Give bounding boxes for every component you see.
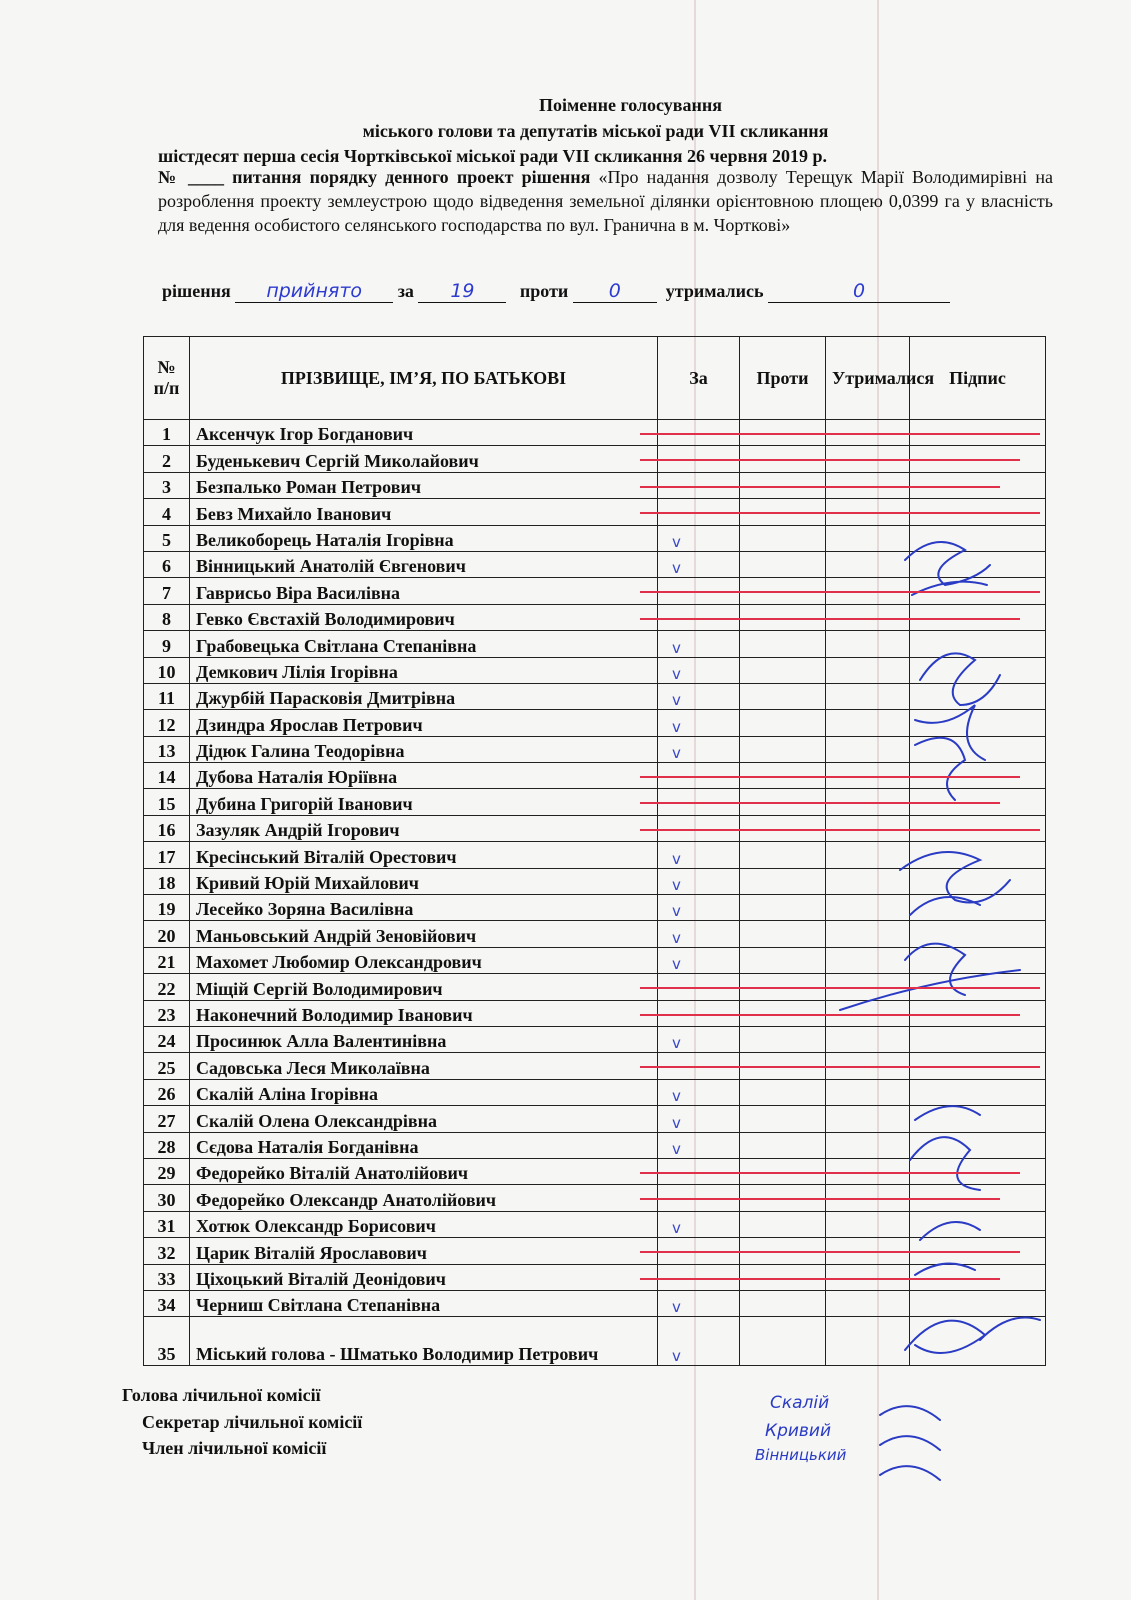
vote-against-cell [740,710,826,736]
signature-cell [910,1290,1046,1316]
vote-for-mark: v [658,551,740,577]
vote-against-cell [740,1106,826,1132]
signature-cell [910,842,1046,868]
vote-for-mark: v [658,1106,740,1132]
row-num: 19 [144,895,190,921]
vote-against-cell [740,1079,826,1105]
row-name: Федорейко Віталій Анатолійович [190,1158,658,1184]
row-num: 17 [144,842,190,868]
row-name: Махомет Любомир Олександрович [190,947,658,973]
signature-cell [910,1264,1046,1290]
abstained-label: утримались [665,281,764,301]
strike-line [640,1172,1020,1174]
header-name: ПРІЗВИЩЕ, ІМ’Я, ПО БАТЬКОВІ [190,337,658,420]
signature-cell [910,1106,1046,1132]
row-name: Скалій Аліна Ігорівна [190,1079,658,1105]
agenda-item-topic: «Про надання дозволу Терещук Марії Володимирівні на розроблення проекту землеустрою щодо відведення земельної ділянки орієнтовною площею 0,0399 га у власність для ведення особистого селянського господарства по вул. Гранична в м. Чорткові» [158,167,1053,235]
vote-for-mark: v [658,736,740,762]
row-name: Вінницький Анатолій Євгенович [190,551,658,577]
vote-for-mark: v [658,657,740,683]
vote-abstained-cell [826,551,910,577]
document-title: Поіменне голосування [538,95,723,115]
vote-abstained-cell [826,1317,910,1366]
signature-cell [910,1211,1046,1237]
table-row [144,868,1046,894]
row-name: Дзиндра Ярослав Петрович [190,710,658,736]
row-name: Демкович Лілія Ігорівна [190,657,658,683]
strike-line [640,776,1020,778]
row-num: 23 [144,1000,190,1026]
vote-against-cell [740,683,826,709]
vote-abstained-cell [826,657,910,683]
row-num: 20 [144,921,190,947]
row-name: Лесейко Зоряна Василівна [190,895,658,921]
row-name: Аксенчук Ігор Богданович [190,420,658,446]
row-num: 10 [144,657,190,683]
signature-cell [910,736,1046,762]
row-num: 6 [144,551,190,577]
vote-abstained-cell [826,683,910,709]
header-num: № п/п [144,337,190,420]
table-row [144,1106,1046,1132]
decision-label: рішення [162,281,231,301]
signature-cell [910,868,1046,894]
table-row [144,1317,1046,1366]
row-name: Кресінський Віталій Орестович [190,842,658,868]
vote-for-mark: v [658,631,740,657]
agenda-item-prefix: № ____ питання порядку денного проект рішення [158,167,599,187]
commission-secretary-name: Кривий [765,1421,832,1441]
row-name: Міщій Сергій Володимирович [190,974,658,1000]
vote-for-mark: v [658,1211,740,1237]
commission-head-label: Голова лічильної комісії [122,1385,321,1405]
strike-line [640,1251,1020,1253]
commission-member-name: Вінницький [755,1446,847,1464]
row-num: 33 [144,1264,190,1290]
row-name: Маньовський Андрій Зеновійович [190,921,658,947]
document-subtitle: міського голови та депутатів міської ради VII скликання [362,121,829,141]
vote-abstained-cell [826,868,910,894]
row-name: Бевз Михайло Іванович [190,499,658,525]
row-num: 11 [144,683,190,709]
vote-abstained-cell [826,1211,910,1237]
row-num: 12 [144,710,190,736]
signature-cell [910,947,1046,973]
vote-against-cell [740,1026,826,1052]
vote-against-cell [740,1132,826,1158]
row-num: 22 [144,974,190,1000]
vote-for-mark: v [658,525,740,551]
strike-line [640,591,1040,593]
vote-abstained-cell [826,921,910,947]
vote-for-mark: v [658,868,740,894]
row-name: Скалій Олена Олександрівна [190,1106,658,1132]
signature-cell [910,895,1046,921]
vote-abstained-cell [826,842,910,868]
row-name: Дубова Наталія Юріївна [190,763,658,789]
vote-abstained-cell [826,710,910,736]
row-num: 9 [144,631,190,657]
row-name: Гаврисьо Віра Василівна [190,578,658,604]
vote-against-cell [740,921,826,947]
vote-for-mark [658,1264,740,1290]
signature-cell [910,551,1046,577]
vote-abstained-cell [826,1026,910,1052]
row-name: Садовська Леся Миколаївна [190,1053,658,1079]
vote-abstained-cell [826,1106,910,1132]
row-num: 7 [144,578,190,604]
signature-cell [910,1026,1046,1052]
row-name: Джурбій Парасковія Дмитрівна [190,683,658,709]
vote-abstained-cell [826,631,910,657]
signature-cell [910,1317,1046,1366]
session-line: шістдесят перша сесія Чортківської міської ради VII скликання 26 червня 2019 р. [158,146,827,166]
signature-cell [910,525,1046,551]
row-num: 26 [144,1079,190,1105]
table-row [144,842,1046,868]
decision-line [162,280,950,303]
vote-against-cell [740,1000,826,1026]
table-row [144,683,1046,709]
signature-cell [910,710,1046,736]
against-label: проти [519,281,569,301]
decision-result: прийнято [235,280,393,303]
agenda-item [158,165,1053,237]
table-row [144,657,1046,683]
table-row [144,1026,1046,1052]
vote-abstained-cell [826,895,910,921]
vote-for-mark: v [658,842,740,868]
vote-against-cell [740,895,826,921]
table-row [144,551,1046,577]
vote-against-cell [740,631,826,657]
row-name: Царик Віталій Ярославович [190,1238,658,1264]
table-row [144,710,1046,736]
row-num: 24 [144,1026,190,1052]
row-num: 5 [144,525,190,551]
signature-cell [910,631,1046,657]
vote-for-mark: v [658,921,740,947]
strike-line [640,512,1040,514]
row-name: Хотюк Олександр Борисович [190,1211,658,1237]
vote-against-cell [740,842,826,868]
vote-against-cell [740,868,826,894]
row-name: Ціхоцький Віталій Деонідович [190,1264,658,1290]
signature-scribble [880,1406,940,1480]
row-name: Безпалько Роман Петрович [190,472,658,498]
row-num: 27 [144,1106,190,1132]
strike-line [640,433,1040,435]
row-name: Зазуляк Андрій Ігорович [190,815,658,841]
vote-abstained-cell [826,947,910,973]
row-name: Сєдова Наталія Богданівна [190,1132,658,1158]
vote-table [143,336,1046,1366]
row-num: 34 [144,1290,190,1316]
vote-for-mark: v [658,1317,740,1366]
header-abstained: Утрималися [826,337,910,420]
signature-cell [910,1079,1046,1105]
row-num: 16 [144,815,190,841]
header-for: За [658,337,740,420]
row-name: Дубина Григорій Іванович [190,789,658,815]
for-label: за [397,281,414,301]
table-row [144,631,1046,657]
vote-against-cell [740,1211,826,1237]
row-num: 30 [144,1185,190,1211]
abstained-count: 0 [768,280,950,303]
vote-abstained-cell [826,736,910,762]
row-name: Просинюк Алла Валентинівна [190,1026,658,1052]
row-name: Дідюк Галина Теодорівна [190,736,658,762]
signature-cell [910,921,1046,947]
signature-cell [910,1132,1046,1158]
row-name: Черниш Світлана Степанівна [190,1290,658,1316]
row-num: 3 [144,472,190,498]
strike-line [640,486,1000,488]
table-row [144,1132,1046,1158]
vote-against-cell [740,1290,826,1316]
signature-cell [910,1000,1046,1026]
row-num: 32 [144,1238,190,1264]
vote-against-cell [740,525,826,551]
vote-against-cell [740,1264,826,1290]
row-name: Міський голова - Шматько Володимир Петрович [190,1317,658,1366]
row-num: 35 [144,1317,190,1366]
vote-abstained-cell [826,1290,910,1316]
vote-for-mark: v [658,895,740,921]
row-name: Буденькевич Сергій Миколайович [190,446,658,472]
vote-for-mark: v [658,1132,740,1158]
table-row [144,1211,1046,1237]
row-num: 28 [144,1132,190,1158]
row-num: 14 [144,763,190,789]
header-signature: Підпис [910,337,1046,420]
vote-table-body [144,420,1046,1366]
strike-line [640,1014,1020,1016]
table-row [144,1264,1046,1290]
signature-cell [910,683,1046,709]
row-name: Наконечний Володимир Іванович [190,1000,658,1026]
row-name: Великоборець Наталія Ігорівна [190,525,658,551]
row-name: Федорейко Олександр Анатолійович [190,1185,658,1211]
strike-line [640,459,1020,461]
vote-abstained-cell [826,1264,910,1290]
table-row [144,921,1046,947]
row-num: 18 [144,868,190,894]
commission-secretary-label: Секретар лічильної комісії [142,1412,363,1432]
table-row [144,947,1046,973]
row-num: 2 [144,446,190,472]
vote-for-mark: v [658,947,740,973]
strike-line [640,802,1000,804]
row-num: 4 [144,499,190,525]
for-count: 19 [418,280,506,303]
vote-abstained-cell [826,1079,910,1105]
strike-line [640,1198,1000,1200]
vote-for-mark: v [658,1290,740,1316]
signature-cell [910,657,1046,683]
vote-for-mark: v [658,1026,740,1052]
row-name: Гевко Євстахій Володимирович [190,604,658,630]
table-row [144,1000,1046,1026]
strike-line [640,1278,1000,1280]
strike-line [640,1066,1040,1068]
table-row [144,525,1046,551]
row-num: 25 [144,1053,190,1079]
row-num: 1 [144,420,190,446]
vote-against-cell [740,657,826,683]
row-num: 13 [144,736,190,762]
table-header-row [144,337,1046,420]
table-row [144,1290,1046,1316]
strike-line [640,829,1040,831]
vote-abstained-cell [826,1000,910,1026]
row-num: 21 [144,947,190,973]
table-row [144,1079,1046,1105]
strike-line [640,987,1040,989]
vote-for-mark: v [658,683,740,709]
vote-against-cell [740,551,826,577]
row-num: 29 [144,1158,190,1184]
vote-for-mark [658,1000,740,1026]
vote-abstained-cell [826,1132,910,1158]
commission-head-name: Скалій [770,1393,830,1413]
table-row [144,736,1046,762]
row-name: Кривий Юрій Михайлович [190,868,658,894]
vote-against-cell [740,1317,826,1366]
vote-abstained-cell [826,525,910,551]
row-num: 31 [144,1211,190,1237]
vote-against-cell [740,736,826,762]
vote-against-cell [740,947,826,973]
strike-line [640,618,1020,620]
row-num: 15 [144,789,190,815]
table-row [144,895,1046,921]
vote-for-mark: v [658,710,740,736]
commission-member-label: Член лічильної комісії [142,1438,327,1458]
vote-for-mark: v [658,1079,740,1105]
row-name: Грабовецька Світлана Степанівна [190,631,658,657]
against-count: 0 [573,280,657,303]
header-against: Проти [740,337,826,420]
row-num: 8 [144,604,190,630]
